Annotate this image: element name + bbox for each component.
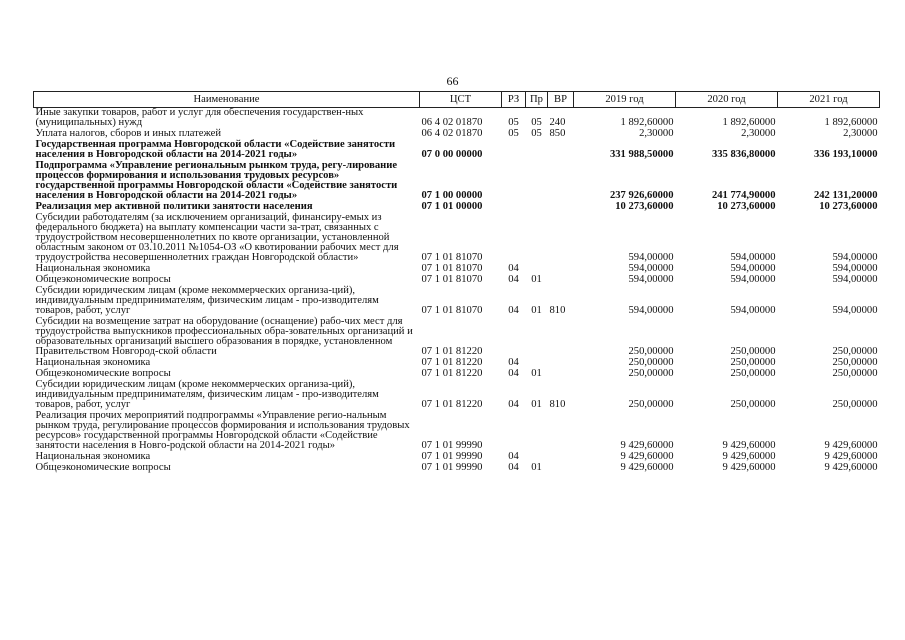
col-header-2021: 2021 год [778, 92, 880, 108]
cell-pr: 01 [531, 274, 542, 285]
cell-y2020: 2,30000 [741, 128, 776, 139]
table-row [34, 380, 880, 411]
cell-vr [548, 317, 574, 358]
cell-y2021: 242 131,20000 [813, 190, 878, 201]
cell-name: Иные закупки товаров, работ и услуг для обеспечения государствен-ных (муниципальных) нужд [35, 107, 364, 128]
cell-pr [526, 202, 548, 213]
cell-rz: 04 [508, 368, 519, 379]
table-row [34, 140, 880, 161]
table-row [34, 463, 880, 474]
cell-y2021: 594,00000 [832, 274, 878, 285]
cell-rz [502, 411, 526, 452]
cell-name: Общеэкономические вопросы [35, 368, 171, 379]
cell-rz: 04 [508, 462, 519, 473]
cell-y2021: 594,00000 [832, 252, 878, 263]
table-row [34, 108, 880, 130]
cell-y2019: 594,00000 [628, 252, 674, 263]
cell-rz [502, 161, 526, 202]
cell-rz: 04 [508, 305, 519, 316]
col-header-rz: РЗ [502, 92, 526, 108]
col-header-cst: ЦСТ [420, 92, 502, 108]
cell-y2021: 1 892,60000 [824, 117, 878, 128]
page-number: 66 [446, 74, 459, 88]
cell-vr [548, 411, 574, 452]
cell-rz: 04 [508, 357, 519, 368]
cell-name: Реализация мер активной политики занятости населения [35, 201, 313, 212]
cell-rz [502, 213, 526, 264]
cell-pr [526, 317, 548, 358]
cell-y2021: 250,00000 [832, 346, 878, 357]
cell-y2020: 1 892,60000 [722, 117, 776, 128]
cell-y2019: 9 429,60000 [620, 440, 674, 451]
cell-pr: 05 [531, 117, 542, 128]
cell-rz: 05 [508, 117, 519, 128]
cell-cst: 07 1 01 00000 [421, 201, 483, 212]
cell-vr: 240 [549, 117, 566, 128]
cell-y2020: 250,00000 [730, 346, 776, 357]
cell-y2019: 250,00000 [628, 357, 674, 368]
cell-vr [548, 161, 574, 202]
cell-y2019: 9 429,60000 [620, 451, 674, 462]
cell-y2021: 336 193,10000 [813, 149, 878, 160]
cell-pr [526, 161, 548, 202]
cell-y2019: 250,00000 [628, 346, 674, 357]
table-row [34, 286, 880, 317]
cell-vr [548, 264, 574, 275]
cell-y2021: 250,00000 [832, 399, 878, 410]
cell-y2019: 10 273,60000 [615, 201, 674, 212]
cell-vr: 850 [549, 128, 566, 139]
cell-y2020: 9 429,60000 [722, 440, 776, 451]
col-header-name: Наименование [34, 92, 420, 108]
cell-pr: 01 [531, 462, 542, 473]
col-header-vr: ВР [548, 92, 574, 108]
cell-cst: 07 1 01 99990 [421, 440, 483, 451]
cell-y2020: 10 273,60000 [717, 201, 776, 212]
cell-y2019: 237 926,60000 [609, 190, 674, 201]
cell-y2021: 10 273,60000 [819, 201, 878, 212]
cell-vr: 810 [549, 399, 566, 410]
cell-pr: 01 [531, 305, 542, 316]
header-row [34, 92, 880, 108]
table-body [34, 108, 880, 475]
cell-y2021: 9 429,60000 [824, 451, 878, 462]
budget-table [33, 91, 880, 474]
cell-name: Субсидии на возмещение затрат на оборудование (оснащение) рабо-чих мест для трудоустройства выпускников профессиональных обра-зовательных организаций и образовательных организаций высшего образования в порядке, установленном Правительством Новгород-ской области [35, 316, 413, 357]
cell-rz: 05 [508, 128, 519, 139]
cell-cst: 06 4 02 01870 [421, 128, 483, 139]
cell-y2020: 241 774,90000 [711, 190, 776, 201]
cell-cst: 07 1 01 81220 [421, 357, 483, 368]
cell-name: Национальная экономика [35, 263, 151, 274]
cell-y2019: 9 429,60000 [620, 462, 674, 473]
cell-y2019: 250,00000 [628, 368, 674, 379]
cell-name: Государственная программа Новгородской области «Содействие занятости населения в Новгородской области на 2014-2021 годы» [35, 139, 396, 160]
cell-cst: 07 0 00 00000 [421, 149, 483, 160]
cell-y2019: 1 892,60000 [620, 117, 674, 128]
cell-y2019: 594,00000 [628, 274, 674, 285]
cell-y2020: 594,00000 [730, 305, 776, 316]
cell-rz: 04 [508, 263, 519, 274]
cell-vr [548, 275, 574, 286]
cell-pr [526, 140, 548, 161]
cell-name: Субсидии юридическим лицам (кроме некоммерческих организа-ций), индивидуальным предпринимателям, физическим лицам - про-изводителям товаров, работ, услуг [35, 285, 379, 316]
cell-pr: 05 [531, 128, 542, 139]
cell-y2020: 250,00000 [730, 368, 776, 379]
cell-pr: 01 [531, 368, 542, 379]
cell-rz [502, 202, 526, 213]
cell-pr: 01 [531, 399, 542, 410]
cell-vr [548, 358, 574, 369]
cell-vr [548, 213, 574, 264]
cell-y2021: 250,00000 [832, 357, 878, 368]
table-row [34, 213, 880, 264]
cell-cst: 07 1 01 81070 [421, 252, 483, 263]
cell-y2019: 2,30000 [639, 128, 674, 139]
cell-rz: 04 [508, 399, 519, 410]
cell-vr: 810 [549, 305, 566, 316]
table-row [34, 317, 880, 358]
cell-rz [502, 317, 526, 358]
cell-cst: 07 1 01 81070 [421, 305, 483, 316]
cell-pr [526, 213, 548, 264]
cell-vr [548, 463, 574, 474]
cell-cst: 07 1 00 00000 [421, 190, 483, 201]
cell-rz: 04 [508, 451, 519, 462]
cell-rz: 04 [508, 274, 519, 285]
cell-y2020: 250,00000 [730, 399, 776, 410]
cell-name: Реализация прочих мероприятий подпрограммы «Управление регио-нальным рынком труда, регулирование процессов формирования и использования трудовых ресурсов» государственной программы Новгородской области «Содействие занятости населения в Новго-родской области на 2014-2021 годы» [35, 410, 410, 451]
table-row [34, 161, 880, 202]
cell-y2021: 594,00000 [832, 305, 878, 316]
cell-y2020: 335 836,80000 [711, 149, 776, 160]
cell-y2021: 9 429,60000 [824, 440, 878, 451]
cell-y2020: 250,00000 [730, 357, 776, 368]
cell-y2019: 250,00000 [628, 399, 674, 410]
cell-y2021: 2,30000 [843, 128, 878, 139]
cell-name: Национальная экономика [35, 357, 151, 368]
cell-name: Субсидии юридическим лицам (кроме некоммерческих организа-ций), индивидуальным предпринимателям, физическим лицам - про-изводителям товаров, работ, услуг [35, 379, 379, 410]
cell-name: Подпрограмма «Управление региональным рынком труда, регу-лирование процессов формирования и использования трудовых ресурсов» государственной программы Новгородской области «Содействие занятости населения в Новгородской области на 2014-2021 годы» [35, 160, 398, 201]
cell-y2019: 594,00000 [628, 263, 674, 274]
cell-cst: 07 1 01 81220 [421, 346, 483, 357]
cell-name: Национальная экономика [35, 451, 151, 462]
cell-cst: 07 1 01 81220 [421, 399, 483, 410]
col-header-pr: Пр [526, 92, 548, 108]
cell-cst: 07 1 01 81070 [421, 274, 483, 285]
col-header-2019: 2019 год [574, 92, 676, 108]
cell-pr [526, 411, 548, 452]
cell-name: Общеэкономические вопросы [35, 462, 171, 473]
cell-rz [502, 140, 526, 161]
cell-y2020: 9 429,60000 [722, 462, 776, 473]
cell-y2021: 9 429,60000 [824, 462, 878, 473]
cell-name: Субсидии работодателям (за исключением организаций, финансиру-емых из федерального бюджета) на выплату компенсации части за-трат, связанных с трудоустройством несовершеннолетних по квоте организации, установленной областным законом от 03.10.2011 №1054-ОЗ «О квотировании рабочих мест для трудоустройства несовершеннолетних граждан Новгородской области» [35, 212, 399, 263]
cell-cst: 07 1 01 81220 [421, 368, 483, 379]
cell-vr [548, 202, 574, 213]
cell-cst: 07 1 01 99990 [421, 451, 483, 462]
cell-y2019: 331 988,50000 [609, 149, 674, 160]
cell-y2021: 250,00000 [832, 368, 878, 379]
cell-y2020: 594,00000 [730, 274, 776, 285]
cell-vr [548, 369, 574, 380]
cell-vr [548, 140, 574, 161]
cell-y2020: 594,00000 [730, 252, 776, 263]
table-row [34, 411, 880, 452]
cell-cst: 07 1 01 99990 [421, 462, 483, 473]
cell-y2020: 9 429,60000 [722, 451, 776, 462]
cell-y2020: 594,00000 [730, 263, 776, 274]
cell-name: Уплата налогов, сборов и иных платежей [35, 128, 222, 139]
cell-name: Общеэкономические вопросы [35, 274, 171, 285]
col-header-2020: 2020 год [676, 92, 778, 108]
cell-cst: 07 1 01 81070 [421, 263, 483, 274]
cell-vr [548, 452, 574, 463]
cell-y2021: 594,00000 [832, 263, 878, 274]
cell-cst: 06 4 02 01870 [421, 117, 483, 128]
cell-y2019: 594,00000 [628, 305, 674, 316]
